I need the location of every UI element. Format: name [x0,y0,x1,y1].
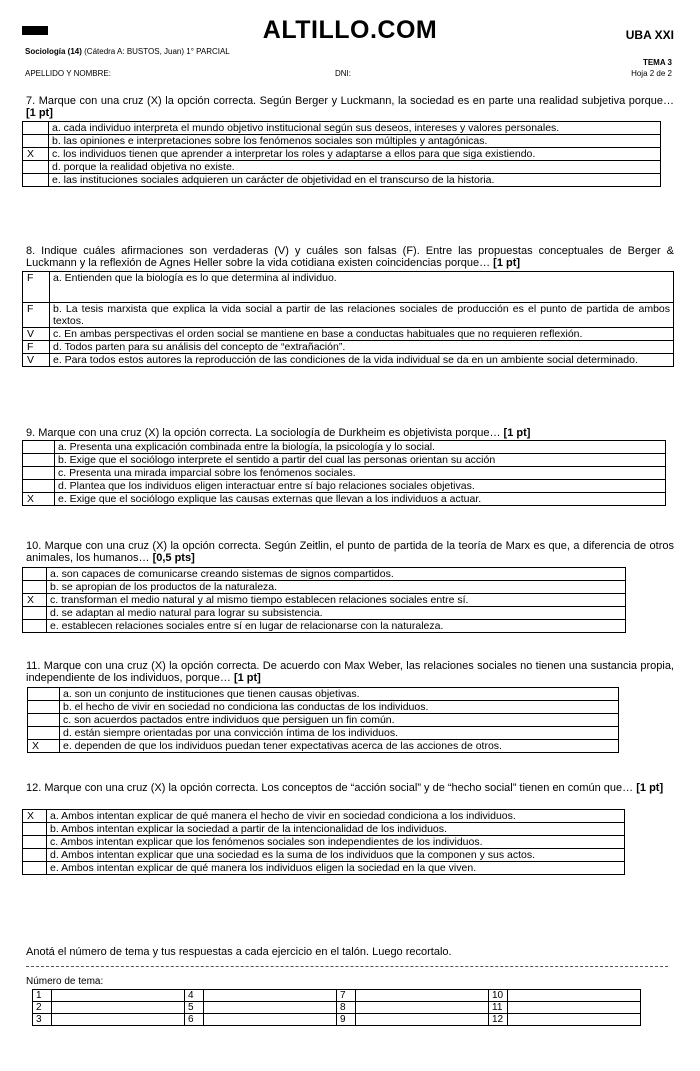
question-11-body: 11. Marque con una cruz (X) la opción correcta. De acuerdo con Max Weber, las relaciones sociales no tienen una sustancia propia, independiente de los individuos, porque… [26,660,674,684]
question-11-points: [1 pt] [233,672,261,684]
answer-cell[interactable] [356,990,489,1002]
answer-number: 7 [337,990,356,1002]
option-text: d. se adaptan al medio natural para lograr su subsistencia. [47,607,626,620]
option-text: c. Presenta una mirada imparcial sobre los fenómenos sociales. [55,467,666,480]
apellido-label: APELLIDO Y NOMBRE: [25,69,111,78]
option-row [28,740,619,753]
option-row [23,441,666,454]
question-12-text [26,782,674,794]
answer-cell[interactable] [508,990,641,1002]
option-row [23,480,666,493]
option-mark[interactable]: X [23,810,47,823]
option-text: c. son acuerdos pactados entre individuos que persiguen un fin común. [60,714,619,727]
hoja-label: Hoja 2 de 2 [631,69,672,78]
tema-label: TEMA 3 [642,58,672,67]
cut-line [26,966,668,967]
answer-number: 10 [489,990,508,1002]
answer-number: 8 [337,1002,356,1014]
option-text: c. los individuos tienen que aprender a interpretar los roles y adaptarse a ellos para que siga existiendo. [49,148,661,161]
option-text: a. son capaces de comunicarse creando sistemas de signos compartidos. [47,568,626,581]
option-row [23,328,674,341]
answer-cell[interactable] [204,990,337,1002]
option-text: d. Todos parten para su análisis del concepto de “extrañación”. [50,341,674,354]
option-text: e. las instituciones sociales adquieren un carácter de objetividad en el transcurso de la historia. [49,174,661,187]
option-mark[interactable] [23,174,49,187]
option-mark[interactable] [23,823,47,836]
option-text: e. Ambos intentan explicar de qué manera los individuos eligen la sociedad en la que viven. [47,862,625,875]
option-mark[interactable]: X [23,148,49,161]
option-row [23,454,666,467]
course-name: Sociología (14) [25,47,82,56]
answer-number: 5 [185,1002,204,1014]
option-text: d. Ambos intentan explicar que una sociedad es la suma de los individuos que la componen y sus actos. [47,849,625,862]
option-text: b. Exige que el sociólogo interprete el sentido a partir del cual las personas orientan su acción [55,454,666,467]
option-text: b. las opiniones e interpretaciones sobre los fenómenos sociales son múltiples y antagónicas. [49,135,661,148]
option-row [23,836,625,849]
answer-row [33,990,641,1002]
question-10-body: 10. Marque con una cruz (X) la opción correcta. Según Zeitlin, el punto de partida de la teoría de Marx es que, a diferencia de otros animales, los humanos… [26,540,674,564]
question-10-options [22,567,626,633]
option-mark[interactable] [28,701,60,714]
answer-cell[interactable] [52,990,185,1002]
option-row [23,607,626,620]
option-mark[interactable] [23,607,47,620]
option-mark[interactable]: F [23,341,50,354]
option-mark[interactable] [28,714,60,727]
option-mark[interactable]: X [23,493,55,506]
option-row [23,620,626,633]
option-mark[interactable] [23,568,47,581]
option-mark[interactable]: V [23,328,50,341]
question-11-options [27,687,619,753]
answer-cell[interactable] [52,1014,185,1026]
option-mark[interactable] [23,862,47,875]
question-12-options [22,809,625,875]
option-row [28,688,619,701]
question-8-options [22,271,674,367]
option-text: c. Ambos intentan explicar que los fenómenos sociales son independientes de los individuos. [47,836,625,849]
site-title: ALTILLO.COM [262,16,438,44]
option-row [23,581,626,594]
answer-cell[interactable] [204,1014,337,1026]
answer-row [33,1002,641,1014]
option-mark[interactable] [23,480,55,493]
option-mark[interactable]: F [23,303,50,328]
course-detail: (Cátedra A: BUSTOS, Juan) 1° PARCIAL [81,47,230,56]
option-text: d. están siempre orientadas por una convicción íntima de los individuos. [60,727,619,740]
option-mark[interactable] [23,849,47,862]
option-row [23,161,661,174]
answer-cell[interactable] [508,1002,641,1014]
answer-number: 4 [185,990,204,1002]
option-text: c. En ambas perspectivas el orden social se mantiene en base a conductas habituales que no requieren reflexión. [50,328,674,341]
answer-row [33,1014,641,1026]
option-row [28,714,619,727]
option-row [23,493,666,506]
option-text: a. Presenta una explicación combinada entre la biología, la psicología y lo social. [55,441,666,454]
answer-number: 3 [33,1014,52,1026]
option-mark[interactable] [28,727,60,740]
question-9-text [26,427,674,439]
option-row [23,823,625,836]
option-mark[interactable]: F [23,272,50,303]
option-text: a. cada individuo interpreta el mundo objetivo institucional según sus deseos, intereses y valores personales. [49,122,661,135]
answer-number: 1 [33,990,52,1002]
question-10-points: [0,5 pts] [152,552,195,564]
option-mark[interactable] [23,581,47,594]
option-row [23,135,661,148]
option-row [23,148,661,161]
option-row [23,862,625,875]
course-line [25,47,230,56]
question-8-points: [1 pt] [493,257,521,269]
option-mark[interactable] [28,688,60,701]
option-mark[interactable] [23,135,49,148]
option-text: b. Ambos intentan explicar la sociedad a partir de la intencionalidad de los individuos. [47,823,625,836]
option-text: b. La tesis marxista que explica la vida social a partir de las relaciones sociales de producción es el punto de partida de ambos textos. [50,303,674,328]
answer-cell[interactable] [356,1014,489,1026]
option-row [23,594,626,607]
option-mark[interactable]: X [23,594,47,607]
option-text: e. Para todos estos autores la reproducción de las condiciones de la vida individual se da en un ambiente social determinado. [50,354,674,367]
answer-cell[interactable] [204,1002,337,1014]
option-mark[interactable] [23,161,49,174]
answer-number: 6 [185,1014,204,1026]
option-row [28,727,619,740]
option-text: a. son un conjunto de instituciones que tienen causas objetivas. [60,688,619,701]
answer-cell[interactable] [356,1002,489,1014]
option-row [23,467,666,480]
question-12-body: 12. Marque con una cruz (X) la opción correcta. Los conceptos de “acción social” y de “hecho social” tienen en común que… [26,782,634,794]
option-row [23,303,674,328]
answer-number: 12 [489,1014,508,1026]
question-12-points: [1 pt] [636,782,664,794]
option-row [23,568,626,581]
option-mark[interactable] [23,122,49,135]
option-mark[interactable]: X [28,740,60,753]
option-row [23,122,661,135]
option-mark[interactable]: V [23,354,50,367]
option-text: e. establecen relaciones sociales entre sí en lugar de relacionarse con la naturaleza. [47,620,626,633]
question-7-text [26,95,674,119]
question-10-text [26,540,674,564]
option-row [23,354,674,367]
option-mark[interactable] [23,467,55,480]
answer-number: 11 [489,1002,508,1014]
option-text: a. Entienden que la biología es lo que determina al individuo. [50,272,674,303]
answer-number: 9 [337,1014,356,1026]
question-9-points: [1 pt] [503,427,531,439]
option-text: b. el hecho de vivir en sociedad no condiciona las conductas de los individuos. [60,701,619,714]
question-9-body: 9. Marque con una cruz (X) la opción correcta. La sociología de Durkheim es objetivista porque… [26,427,501,439]
option-row [23,272,674,303]
option-row [23,849,625,862]
question-7-options [22,121,661,187]
option-text: a. Ambos intentan explicar de qué manera el hecho de vivir en sociedad condiciona a los individuos. [47,810,625,823]
question-7-points: [1 pt] [26,107,53,119]
option-row [23,810,625,823]
question-9-options [22,440,666,506]
option-mark[interactable] [23,836,47,849]
answer-cell[interactable] [52,1002,185,1014]
answer-number: 2 [33,1002,52,1014]
question-8-text [26,245,674,269]
answer-cell[interactable] [508,1014,641,1026]
option-row [28,701,619,714]
option-text: e. dependen de que los individuos puedan tener expectativas acerca de las acciones de otros. [60,740,619,753]
option-text: c. transforman el medio natural y al mismo tiempo establecen relaciones sociales entre sí. [47,594,626,607]
option-mark[interactable] [23,454,55,467]
question-11-text [26,660,674,684]
option-text: e. Exige que el sociólogo explique las causas externas que llevan a los individuos a actuar. [55,493,666,506]
option-text: d. porque la realidad objetiva no existe. [49,161,661,174]
option-text: b. se apropian de los productos de la naturaleza. [47,581,626,594]
option-text: d. Plantea que los individuos eligen interactuar entre sí bajo relaciones sociales objetivas. [55,480,666,493]
option-row [23,174,661,187]
uba-logo-text: UBA XXI [625,28,674,42]
answer-slip-table [32,989,641,1026]
option-mark[interactable] [23,441,55,454]
option-mark[interactable] [23,620,47,633]
numero-tema-label: Número de tema: [26,976,104,987]
question-7-body: 7. Marque con una cruz (X) la opción correcta. Según Berger y Luckmann, la sociedad es en parte una realidad subjetiva porque… [26,95,674,107]
question-8-body: 8. Indique cuáles afirmaciones son verdaderas (V) y cuáles son falsas (F). Entre las propuestas conceptuales de Berger & Luckmann y la reflexión de Agnes Heller sobre la vida cotidiana existen coincidencias porque… [26,245,674,269]
cutout-instruction: Anotá el número de tema y tus respuestas a cada ejercicio en el talón. Luego recortalo. [26,946,452,958]
dni-label: DNI: [335,69,351,78]
option-row [23,341,674,354]
